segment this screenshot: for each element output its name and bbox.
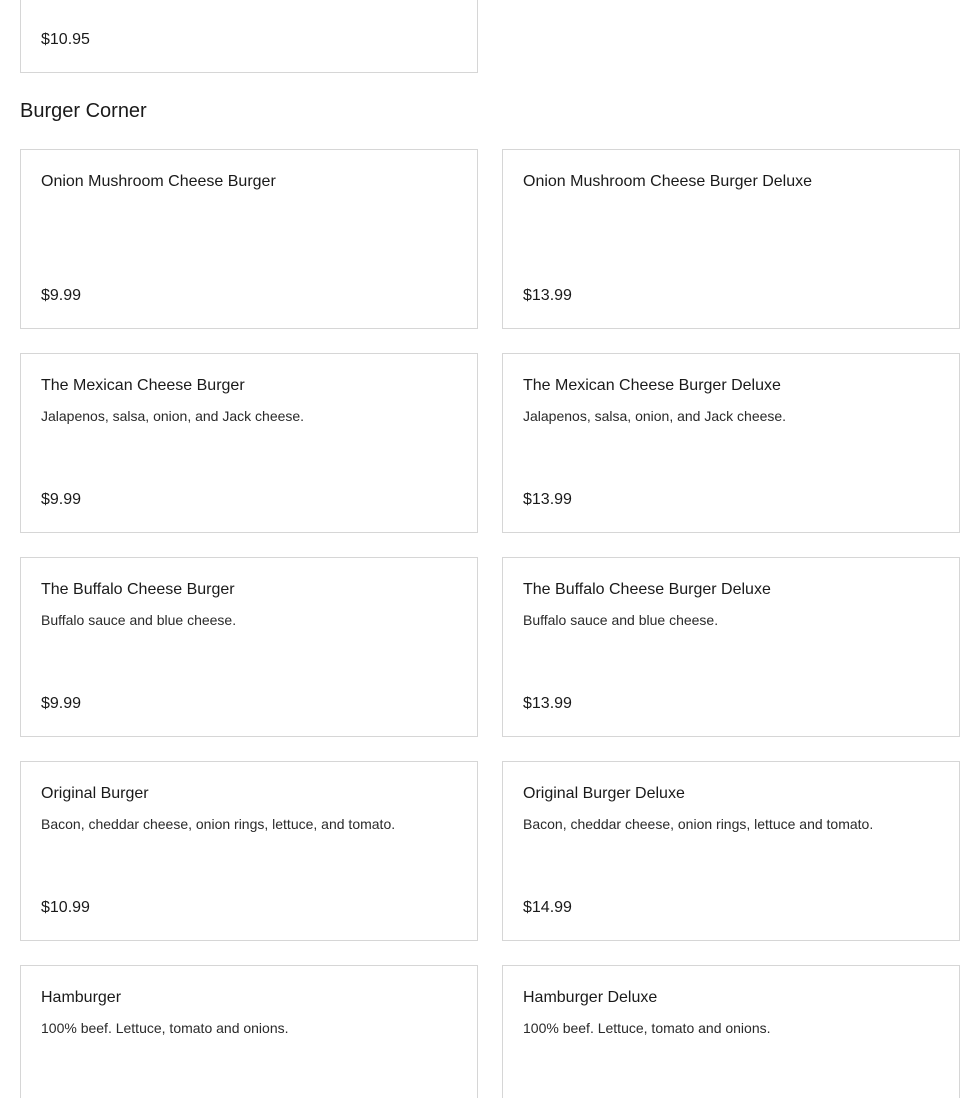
item-price: $9.99 [41,287,82,304]
item-price: $13.99 [523,491,572,508]
section-title: Burger Corner [20,100,147,122]
item-price: $13.99 [523,287,572,304]
item-description: Buffalo sauce and blue cheese. [523,612,719,628]
menu-item-card[interactable] [20,557,478,737]
item-name: The Buffalo Cheese Burger [41,581,235,598]
item-description: Jalapenos, salsa, onion, and Jack cheese. [523,408,787,424]
item-name: Hamburger [41,989,122,1006]
item-price: $9.99 [41,491,82,508]
item-name: Onion Mushroom Cheese Burger Deluxe [523,173,813,190]
menu-item-card[interactable] [502,557,960,737]
menu-item-card[interactable] [20,353,478,533]
item-description: Bacon, cheddar cheese, onion rings, lettuce, and tomato. [41,816,396,832]
menu-item-card[interactable] [20,965,478,1098]
menu-item-card[interactable] [502,149,960,329]
item-name: The Mexican Cheese Burger Deluxe [523,377,781,394]
item-price: $10.99 [41,899,90,916]
menu-item-card[interactable] [502,965,960,1098]
menu-item-card[interactable] [502,761,960,941]
item-description: Buffalo sauce and blue cheese. [41,612,237,628]
item-price: $9.99 [41,695,82,712]
item-price: $14.99 [523,899,572,916]
item-description: Jalapenos, salsa, onion, and Jack cheese. [41,408,305,424]
item-description: 100% beef. Lettuce, tomato and onions. [41,1020,289,1036]
item-name: The Buffalo Cheese Burger Deluxe [523,581,771,598]
item-name: Original Burger [41,785,149,802]
item-description: 100% beef. Lettuce, tomato and onions. [523,1020,771,1036]
item-description: Bacon, cheddar cheese, onion rings, lettuce and tomato. [523,816,874,832]
menu-item-card[interactable] [20,149,478,329]
item-name: Hamburger Deluxe [523,989,658,1006]
menu-item-card[interactable] [502,353,960,533]
item-price: $13.99 [523,695,572,712]
item-price: $10.95 [41,31,90,48]
menu-item-card[interactable] [20,761,478,941]
item-name: Original Burger Deluxe [523,785,685,802]
item-name: The Mexican Cheese Burger [41,377,245,394]
menu-item-card[interactable] [20,0,478,73]
item-name: Onion Mushroom Cheese Burger [41,173,276,190]
